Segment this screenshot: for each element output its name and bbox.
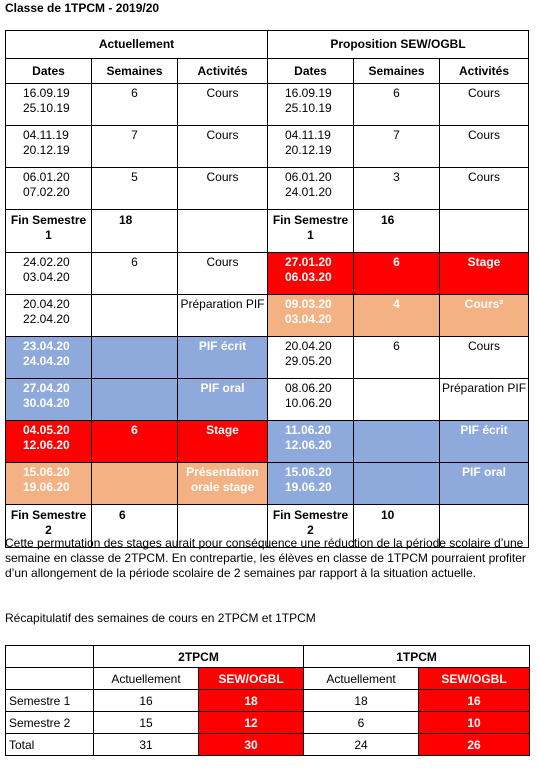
dates-cell: 11.06.20 12.06.20 — [268, 421, 354, 463]
empty-cell — [6, 646, 94, 668]
activity-cell: Présentation orale stage — [178, 463, 268, 505]
table-row — [6, 84, 529, 126]
col-dates: Dates — [268, 59, 354, 84]
dates-cell: 23.04.20 24.04.20 — [6, 337, 92, 379]
col-activities: Activités — [440, 59, 529, 84]
recap-table — [5, 645, 530, 756]
recap-title: Récapitulatif des semaines de cours en 2TPCM et 1TPCM — [5, 611, 316, 625]
value-cell: 30 — [199, 734, 304, 756]
activity-cell: Stage — [178, 421, 268, 463]
table-row — [6, 168, 529, 210]
table-row — [6, 712, 530, 734]
weeks-cell: 3 — [354, 168, 440, 210]
dates-cell: 20.04.20 22.04.20 — [6, 295, 92, 337]
dates-cell: 06.01.20 07.02.20 — [6, 168, 92, 210]
group-1tpcm: 1TPCM — [304, 646, 530, 668]
fin-semestre-1-current: 18 — [92, 210, 178, 253]
row-label: Total — [6, 734, 94, 756]
group-proposed: Proposition SEW/OGBL — [268, 31, 529, 59]
value-cell: 31 — [94, 734, 199, 756]
activity-cell: Cours — [178, 84, 268, 126]
dates-cell: 09.03.20 03.04.20 — [268, 295, 354, 337]
table-row — [6, 337, 529, 379]
activity-cell: PIF écrit — [178, 337, 268, 379]
weeks-cell: 6 — [92, 253, 178, 295]
dates-cell: 06.01.20 24.01.20 — [268, 168, 354, 210]
fin-semestre-2-proposed: 10 — [354, 505, 440, 548]
dates-cell: 27.04.20 30.04.20 — [6, 379, 92, 421]
weeks-cell — [92, 379, 178, 421]
dates-cell: 15.06.20 19.06.20 — [6, 463, 92, 505]
recap-column-header — [6, 668, 530, 690]
table-row — [6, 463, 529, 505]
col-dates: Dates — [6, 59, 92, 84]
weeks-cell: 7 — [92, 126, 178, 168]
weeks-cell: 6 — [92, 84, 178, 126]
semester-1-total-row — [6, 210, 529, 253]
weeks-cell: 6 — [354, 253, 440, 295]
weeks-cell: 6 — [354, 337, 440, 379]
weeks-cell — [92, 337, 178, 379]
activity-cell: Cours — [440, 126, 529, 168]
value-cell: 16 — [94, 690, 199, 712]
dates-cell: 20.04.20 29.05.20 — [268, 337, 354, 379]
recap-group-header — [6, 646, 530, 668]
weeks-cell: 6 — [354, 84, 440, 126]
activity-cell: PIF oral — [178, 379, 268, 421]
weeks-cell: 7 — [354, 126, 440, 168]
activity-cell: Cours — [440, 168, 529, 210]
activity-cell: PIF écrit — [440, 421, 529, 463]
dates-cell: 04.11.19 20.12.19 — [268, 126, 354, 168]
table-row — [6, 295, 529, 337]
weeks-cell — [354, 463, 440, 505]
activity-cell: Cours — [440, 84, 529, 126]
activity-cell: PIF oral — [440, 463, 529, 505]
value-cell: 12 — [199, 712, 304, 734]
col-weeks: Semaines — [92, 59, 178, 84]
group-2tpcm: 2TPCM — [94, 646, 304, 668]
value-cell: 18 — [304, 690, 419, 712]
table-row — [6, 253, 529, 295]
activity-cell: Cours — [178, 168, 268, 210]
value-cell: 16 — [419, 690, 530, 712]
row-label: Semestre 2 — [6, 712, 94, 734]
fin-semestre-1-proposed: 16 — [354, 210, 440, 253]
table-row — [6, 734, 530, 756]
fin-semestre-2-current: 6 — [92, 505, 178, 548]
weeks-cell: 6 — [92, 421, 178, 463]
value-cell: 18 — [199, 690, 304, 712]
group-current: Actuellement — [6, 31, 268, 59]
dates-cell: 08.06.20 10.06.20 — [268, 379, 354, 421]
weeks-cell: 5 — [92, 168, 178, 210]
value-cell: 10 — [419, 712, 530, 734]
activity-cell: Cours — [178, 126, 268, 168]
dates-cell: 24.02.20 03.04.20 — [6, 253, 92, 295]
col-current: Actuellement — [304, 668, 419, 690]
value-cell: 6 — [304, 712, 419, 734]
row-label: Semestre 1 — [6, 690, 94, 712]
weeks-cell — [354, 421, 440, 463]
col-proposed: SEW/OGBL — [199, 668, 304, 690]
value-cell: 15 — [94, 712, 199, 734]
col-current: Actuellement — [94, 668, 199, 690]
table-row — [6, 421, 529, 463]
col-activities: Activités — [178, 59, 268, 84]
dates-cell: 27.01.20 06.03.20 — [268, 253, 354, 295]
weeks-cell: 4 — [354, 295, 440, 337]
value-cell: 24 — [304, 734, 419, 756]
table-group-header — [6, 31, 529, 59]
table-row — [6, 690, 530, 712]
activity-cell: Cours — [440, 337, 529, 379]
col-weeks: Semaines — [354, 59, 440, 84]
weeks-cell — [354, 379, 440, 421]
activity-cell: Préparation PIF — [440, 379, 529, 421]
dates-cell: 15.06.20 19.06.20 — [268, 463, 354, 505]
dates-cell: 16.09.19 25.10.19 — [6, 84, 92, 126]
fin-semestre-2-label: Fin Semestre 2 — [268, 505, 354, 548]
table-row — [6, 126, 529, 168]
dates-cell: 16.09.19 25.10.19 — [268, 84, 354, 126]
empty-cell — [440, 210, 529, 253]
empty-cell — [6, 668, 94, 690]
explanation-paragraph: Cette permutation des stages aurait pour conséquence une réduction de la période scolaire d’une semaine en classe de 2TPCM. En contrepartie, les élèves en classe de 1TPCM pourraient profiter d’un allongement de la période scolaire de 2 semaines par rapport à la situation actuelle. — [5, 536, 526, 580]
col-proposed: SEW/OGBL — [419, 668, 530, 690]
activity-cell: Cours² — [440, 295, 529, 337]
fin-semestre-1-label: Fin Semestre 1 — [6, 210, 92, 253]
fin-semestre-2-label: Fin Semestre 2 — [6, 505, 92, 548]
activity-cell: Stage — [440, 253, 529, 295]
table-row — [6, 379, 529, 421]
empty-cell — [178, 210, 268, 253]
dates-cell: 04.05.20 12.06.20 — [6, 421, 92, 463]
page-title: Classe de 1TPCM - 2019/20 — [5, 1, 160, 15]
table-column-header — [6, 59, 529, 84]
weeks-cell — [92, 295, 178, 337]
activity-cell: Préparation PIF — [178, 295, 268, 337]
activity-cell: Cours — [178, 253, 268, 295]
fin-semestre-1-label: Fin Semestre 1 — [268, 210, 354, 253]
value-cell: 26 — [419, 734, 530, 756]
weeks-cell — [92, 463, 178, 505]
dates-cell: 04.11.19 20.12.19 — [6, 126, 92, 168]
schedule-table — [5, 30, 529, 548]
